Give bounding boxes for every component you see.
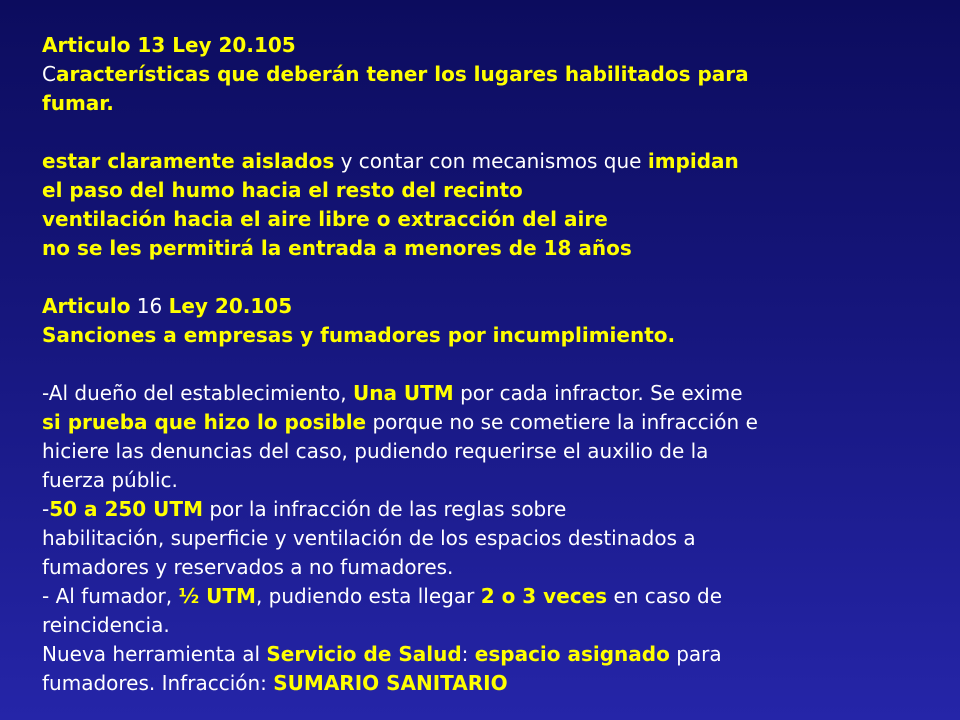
slide-content: [42, 31, 942, 698]
sanction-owner-line4: fuerza públic.: [42, 468, 178, 492]
sanction-smoker: - Al fumador, ½ UTM, pudiendo esta llegar 2 o 3 veces en caso de: [42, 584, 723, 608]
article-16-title: Articulo 16 Ley 20.105: [42, 294, 293, 318]
sanction-owner-line3: hiciere las denuncias del caso, pudiendo requerirse el auxilio de la: [42, 439, 709, 463]
article-13-heading-line2: fumar.: [42, 91, 114, 115]
sanction-rules-line2: habilitación, superficie y ventilación de los espacios destinados a: [42, 526, 696, 550]
requirement-smoke-barrier: el paso del humo hacia el resto del recinto: [42, 178, 523, 202]
article-13-title: Articulo 13 Ley 20.105: [42, 33, 296, 57]
sanction-smoker-line2: reincidencia.: [42, 613, 170, 637]
article-13-heading: Características que deberán tener los lugares habilitados para: [42, 62, 749, 86]
spacer: [42, 263, 942, 292]
health-service-tool: Nueva herramienta al Servicio de Salud: espacio asignado para: [42, 642, 722, 666]
requirement-isolation: estar claramente aislados y contar con mecanismos que impidan: [42, 149, 739, 173]
health-service-tool-line2: fumadores. Infracción: SUMARIO SANITARIO: [42, 671, 508, 695]
spacer: [42, 118, 942, 147]
sanction-owner: -Al dueño del establecimiento, Una UTM por cada infractor. Se exime: [42, 381, 743, 405]
sanction-owner-exemption: si prueba que hizo lo posible porque no se cometiere la infracción e: [42, 410, 758, 434]
sanction-rules: -50 a 250 UTM por la infracción de las reglas sobre: [42, 497, 567, 521]
requirement-minors: no se les permitirá la entrada a menores de 18 años: [42, 236, 632, 260]
requirement-ventilation: ventilación hacia el aire libre o extracción del aire: [42, 207, 608, 231]
spacer: [42, 350, 942, 379]
sanction-rules-line3: fumadores y reservados a no fumadores.: [42, 555, 454, 579]
article-16-subtitle: Sanciones a empresas y fumadores por incumplimiento.: [42, 323, 676, 347]
